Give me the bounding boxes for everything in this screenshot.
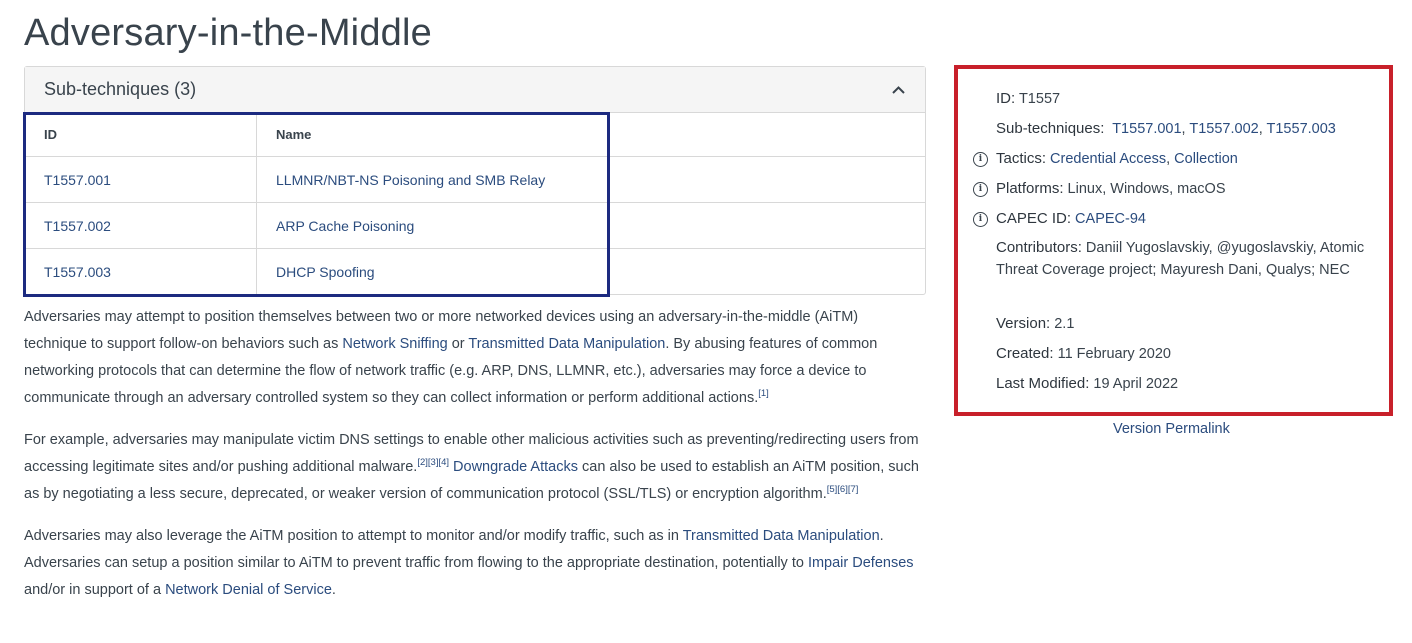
subtechnique-link[interactable]: T1557.002 (1189, 121, 1259, 137)
info-contributors: Contributors: Daniil Yugoslavskiy, @yugoslavskiy, Atomic Threat Coverage project; Mayuresh Dani, Qualys; NEC (996, 239, 1365, 278)
info-version: Version: 2.1 (996, 315, 1075, 332)
version-permalink[interactable]: Version Permalink (1113, 421, 1230, 437)
subtechnique-name-link[interactable]: DHCP Spoofing (276, 263, 375, 280)
column-header-id: ID (25, 113, 257, 157)
technique-description (24, 304, 924, 619)
description-paragraph-3: Adversaries may also leverage the AiTM position to attempt to monitor and/or modify traffic, such as in Transmitted Data Manipulation. Adversaries can setup a position similar to AiTM to prevent traffic from flowing to the appropriate destination, potentially to Impair Defenses and/or in support of a Network Denial of Service. (24, 528, 914, 598)
downgrade-attacks-link[interactable]: Downgrade Attacks (453, 459, 578, 475)
tactic-link[interactable]: Credential Access (1050, 151, 1167, 167)
subtechniques-title: Sub-techniques (3) (44, 79, 197, 99)
info-circle-icon[interactable]: i (973, 152, 988, 167)
reference-link[interactable]: [5][6][7] (826, 484, 859, 496)
subtechnique-id-link[interactable]: T1557.001 (44, 171, 111, 188)
subtechnique-name-link[interactable]: ARP Cache Poisoning (276, 217, 415, 234)
table-row (25, 249, 925, 295)
tactic-link[interactable]: Collection (1174, 151, 1238, 167)
network-sniffing-link[interactable]: Network Sniffing (342, 336, 448, 352)
capec-link[interactable]: CAPEC-94 (1075, 211, 1146, 227)
info-last-modified: Last Modified: 19 April 2022 (996, 375, 1179, 392)
info-subtechniques: Sub-techniques: T1557.001, T1557.002, T1557.003 (996, 120, 1336, 137)
technique-info-card (954, 65, 1393, 416)
subtechniques-card (24, 66, 926, 295)
subtechnique-id-link[interactable]: T1557.003 (44, 263, 111, 280)
chevron-up-icon[interactable] (891, 83, 905, 97)
subtechnique-name-link[interactable]: LLMNR/NBT-NS Poisoning and SMB Relay (276, 171, 546, 188)
info-circle-icon[interactable]: i (973, 212, 988, 227)
page-title: Adversary-in-the-Middle (24, 12, 432, 54)
info-tactics: i Tactics: Credential Access, Collection (996, 150, 1238, 167)
info-circle-icon[interactable]: i (973, 182, 988, 197)
table-row (25, 157, 925, 203)
table-row (25, 203, 925, 249)
description-paragraph-2: For example, adversaries may manipulate victim DNS settings to enable other malicious activities such as preventing/redirecting users from accessing legitimate sites and/or pushing additional malware.[2][3][4] Downgrade Attacks can also be used to establish an AiTM position, such as by negotiating a less secure, deprecated, or weaker version of communication protocol (SSL/TLS) or encryption algorithm.[5][6][7] (24, 432, 919, 502)
impair-defenses-link[interactable]: Impair Defenses (807, 555, 914, 571)
info-id: ID: T1557 (996, 90, 1061, 107)
subtechnique-link[interactable]: T1557.003 (1266, 121, 1336, 137)
subtechniques-table (25, 113, 925, 294)
reference-link[interactable]: [2][3][4] (417, 457, 450, 469)
info-created: Created: 11 February 2020 (996, 345, 1171, 362)
reference-link[interactable]: [1] (758, 388, 769, 400)
table-header-row (25, 113, 925, 157)
network-denial-of-service-link[interactable]: Network Denial of Service (165, 582, 332, 598)
subtechniques-header[interactable] (25, 67, 925, 113)
transmitted-data-manipulation-link[interactable]: Transmitted Data Manipulation (468, 336, 666, 352)
subtechnique-link[interactable]: T1557.001 (1112, 121, 1182, 137)
description-paragraph-1: Adversaries may attempt to position themselves between two or more networked devices using an adversary-in-the-middle (AiTM) technique to support follow-on behaviors such as Network Sniffing or Transmitted Data Manipulation. By abusing features of common networking protocols that can determine the flow of network traffic (e.g. ARP, DNS, LLMNR, etc.), adversaries may force a device to communicate through an adversary controlled system so they can collect information or perform additional actions.[1] (24, 309, 878, 406)
column-header-name: Name (257, 113, 926, 157)
transmitted-data-manipulation-link[interactable]: Transmitted Data Manipulation (682, 528, 880, 544)
info-capec: i CAPEC ID: CAPEC-94 (996, 210, 1146, 227)
subtechnique-id-link[interactable]: T1557.002 (44, 217, 111, 234)
info-platforms: i Platforms: Linux, Windows, macOS (996, 180, 1226, 197)
